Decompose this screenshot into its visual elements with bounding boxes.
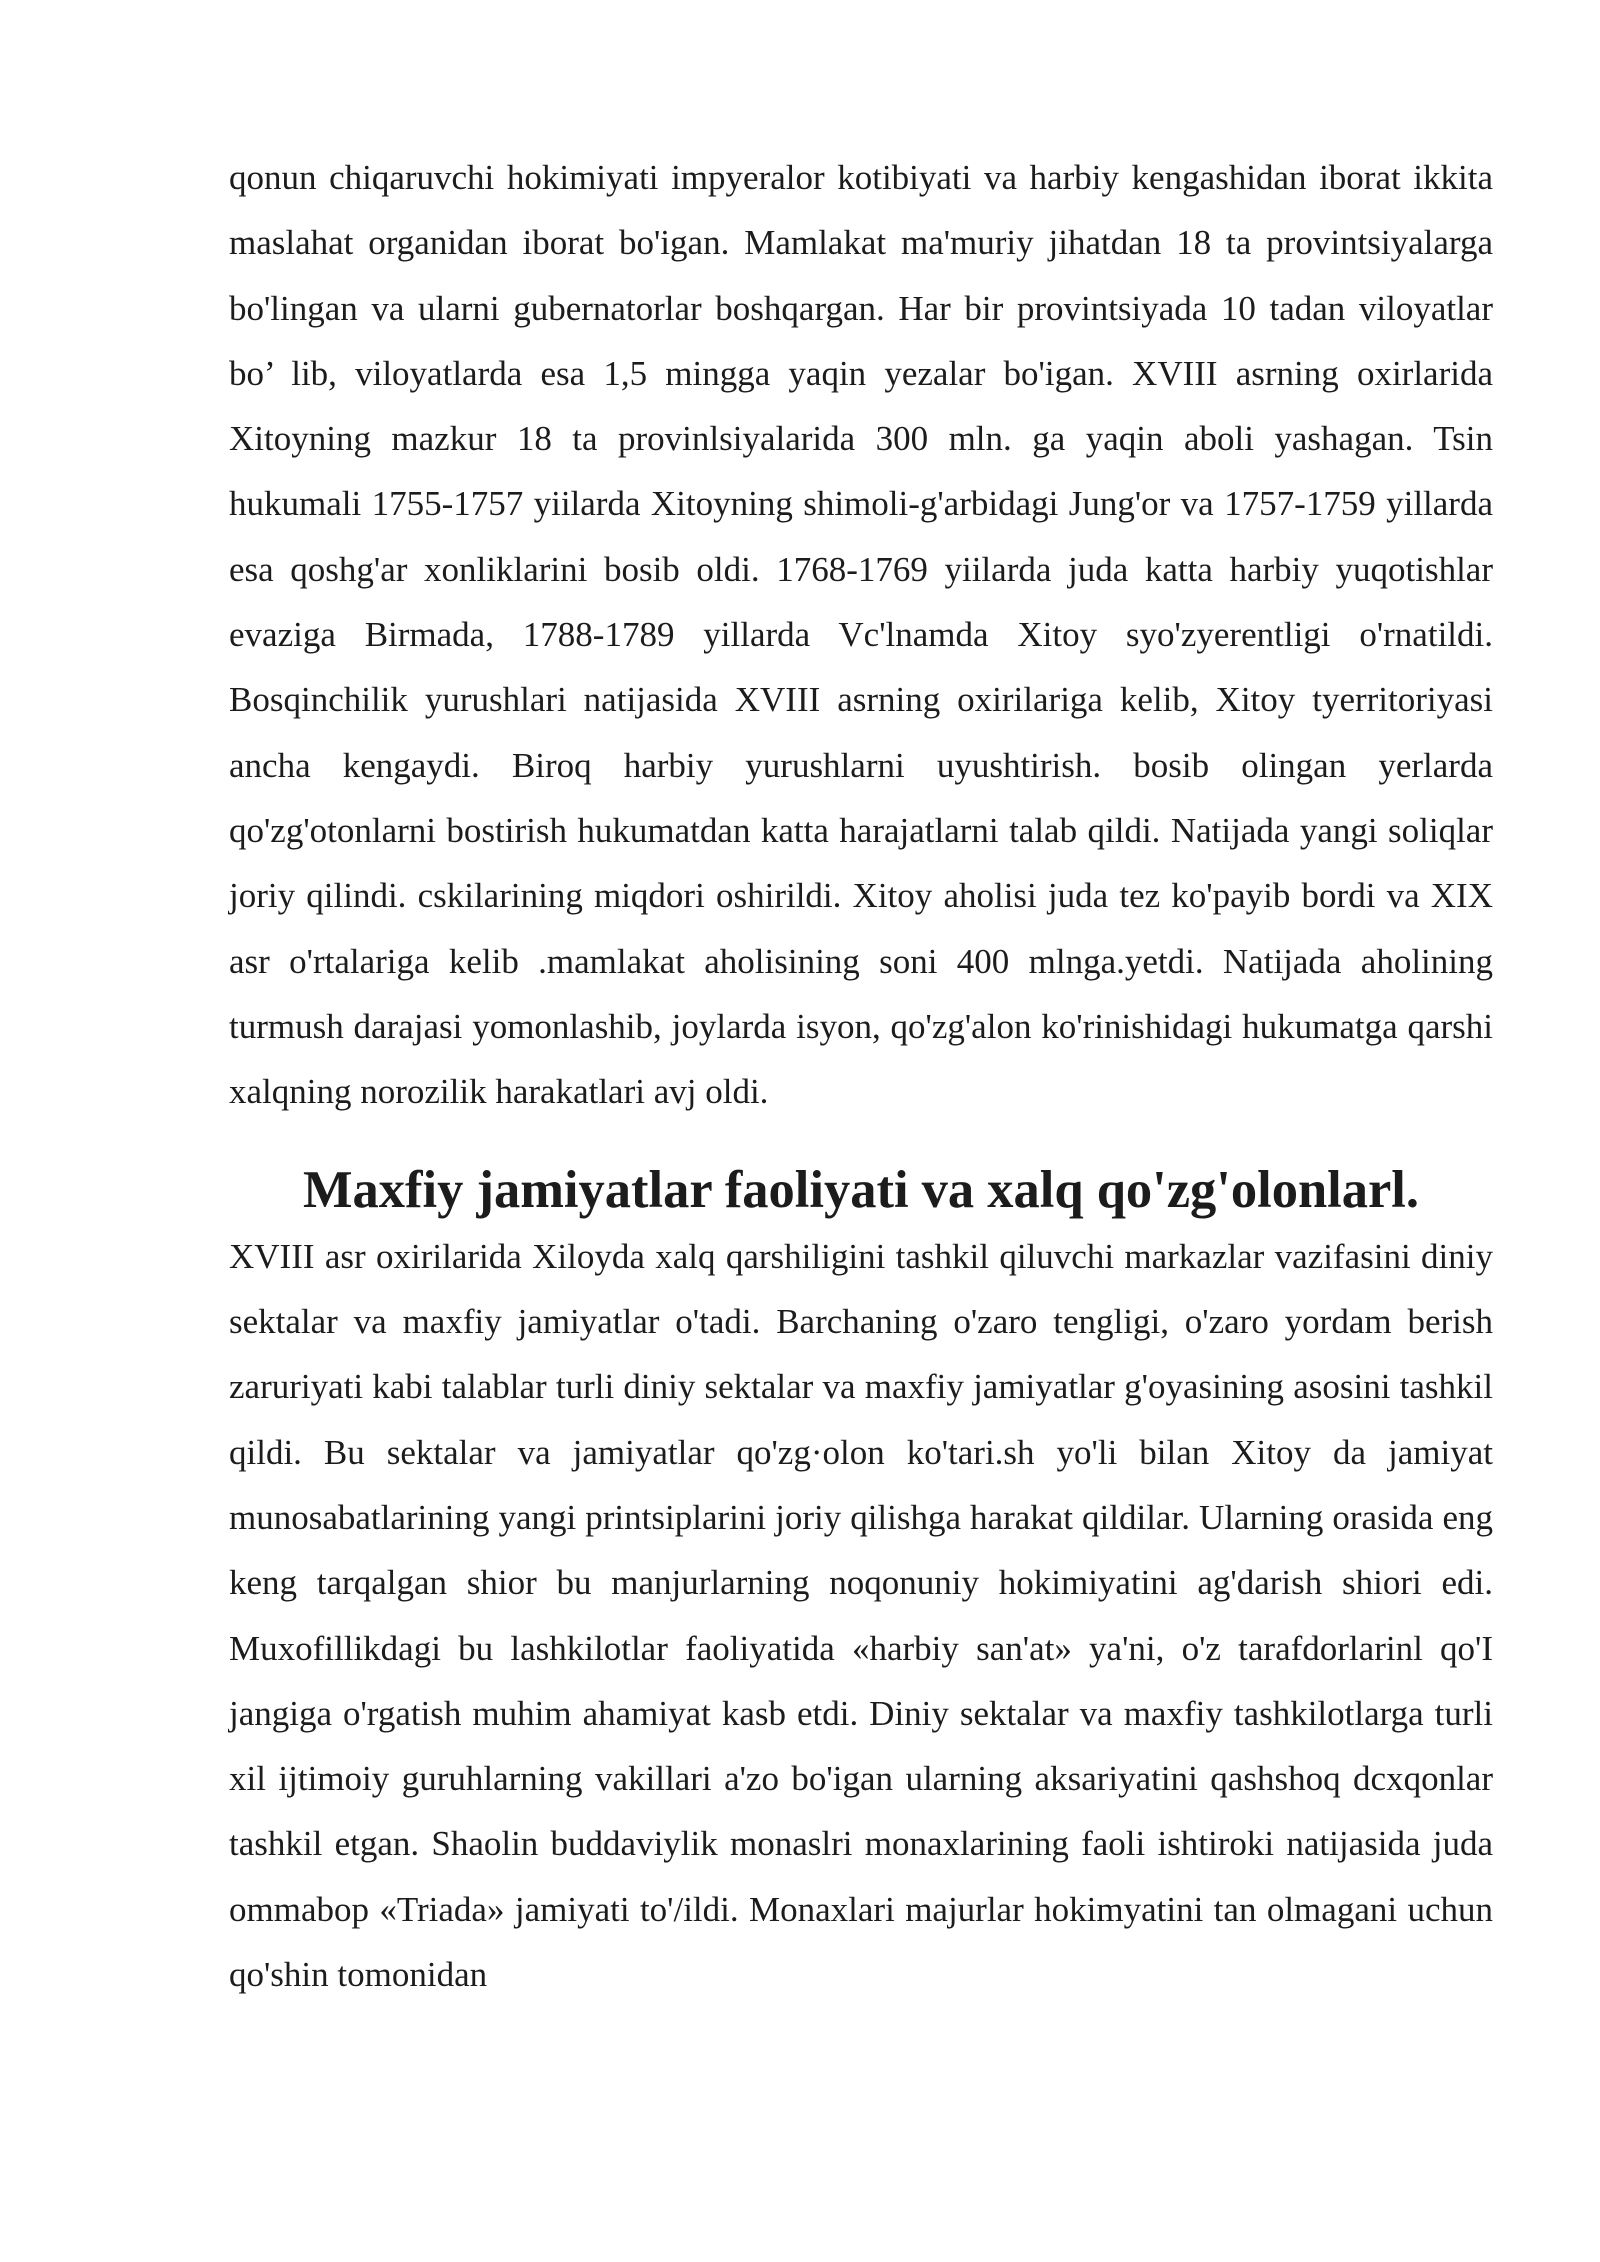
body-paragraph-1: qonun chiqaruvchi hokimiyati impyeralor kotibiyati va harbiy kengashidan iborat ikkita maslahat organidan iborat bo'igan. Mamlakat ma'muriy jihatdan 18 ta provintsiyalarga bo'lingan va ularni gubernatorlar boshqargan. Har bir provintsiyada 10 tadan viloyatlar bo’ lib, viloyatlarda esa 1,5 mingga yaqin yezalar bo'igan. XVIII asrning oxirlarida Xitoyning mazkur 18 ta provinlsiyalarida 300 mln. ga yaqin aboli yashagan. Tsin hukumali 1755-1757 yiilarda Xitoyning shimoli-g'arbidagi Jung'or va 1757-1759 yillarda esa qoshg'ar xonliklarini bosib oldi. 1768-1769 yiilarda juda katta harbiy yuqotishlar evaziga Birmada, 1788-1789 yillarda Vc'lnamda Xitoy syo'zyerentligi o'rnatildi. Bosqinchilik yurushlari natijasida XVIII asrning oxirilariga kelib, Xitoy tyerritoriyasi ancha kengaydi. Biroq harbiy yurushlarni uyushtirish. bosib olingan yerlarda qo'zg'otonlarni bostirish hukumatdan katta harajatlarni talab qildi. Natijada yangi soliqlar joriy qilindi. cskilarining miqdori oshirildi. Xitoy aholisi juda tez ko'payib bordi va XIX asr o'rtalariga kelib .mamlakat aholisining soni 400 mlnga.yetdi. Natijada aholining turmush darajasi yomonlashib, joylarda isyon, qo'zg'alon ko'rinishidagi hukumatga qarshi xalqning norozilik harakatlari avj oldi. [229, 158, 1493, 1112]
body-paragraph-2: XVIII asr oxirilarida Xiloyda xalq qarshiligini tashkil qiluvchi markazlar vazifasini diniy sektalar va maxfiy jamiyatlar o'tadi. Barchaning o'zaro tengligi, o'zaro yordam berish zaruriyati kabi talablar turli diniy sektalar va maxfiy jamiyatlar g'oyasining asosini tashkil qildi. Bu sektalar va jamiyatlar qo'zg·olon ko'tari.sh yo'li bilan Xitoy da jamiyat munosabatlarining yangi printsiplarini joriy qilishga harakat qildilar. Ularning orasida eng keng tarqalgan shior bu manjurlarning noqonuniy hokimiyatini ag'darish shiori edi. Muxofillikdagi bu lashkilotlar faoliyatida «harbiy san'at» ya'ni, o'z tarafdorlarinl qo'I jangiga o'rgatish muhim ahamiyat kasb etdi. Diniy sektalar va maxfiy tashkilotlarga turli xil ijtimoiy guruhlarning vakillari a'zo bo'igan ularning aksariyatini qashshoq dcxqonlar tashkil etgan. Shaolin buddaviylik monaslri monaxlarining faoli ishtiroki natijasida juda ommabop «Triada» jamiyati to'/ildi. Monaxlari majurlar hokimyatini tan olmagani uchun qo'shin tomonidan [229, 1236, 1493, 1995]
section-heading: Maxfiy jamiyatlar faoliyati va xalq qo'zg'olonlarl. [302, 1161, 1420, 1220]
document-page [229, 145, 1493, 2007]
